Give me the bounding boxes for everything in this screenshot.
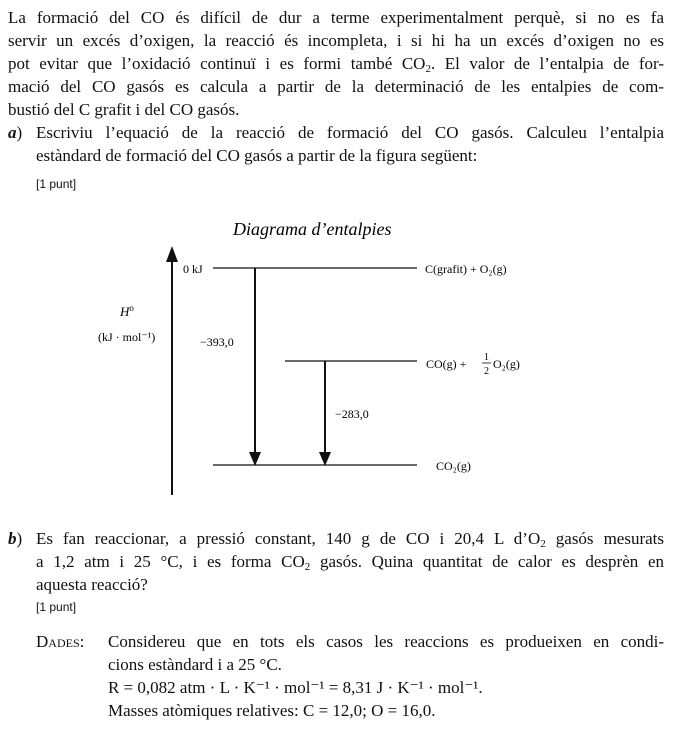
intro-line-4: mació del CO gasós es calcula a partir de la determinació de les entalpies de com- xyxy=(8,77,664,96)
question-b-text xyxy=(36,527,664,596)
fraction-denominator: 2 xyxy=(484,366,489,377)
arrowhead-combustion-c xyxy=(249,452,261,466)
species-co2: CO₂(g) xyxy=(436,459,471,473)
arrowhead-combustion-co xyxy=(319,452,331,466)
level-zero-label: 0 kJ xyxy=(183,262,203,276)
diagram-title: Diagrama d’entalpies xyxy=(233,219,392,239)
question-a-letter: a) xyxy=(8,123,23,142)
axis-unit: (kJ · mol⁻¹) xyxy=(98,330,156,344)
intro-line-5: bustió del C grafit i del CO gasós. xyxy=(8,100,240,119)
dades-line-2: cions estàndard i a 25 °C. xyxy=(108,655,282,674)
intro-line-3: pot evitar que l’oxidació continuï i es formi també $CO_2$. El valor de l’entalpia de for- xyxy=(8,54,665,75)
intro-paragraph xyxy=(8,6,664,121)
question-b-line-1: Es fan reaccionar, a pressió constant, 140 g de CO i 20,4 L $d’O_2$ gasós mesurats xyxy=(36,529,664,550)
question-a-text xyxy=(36,121,664,167)
dades-line-1: Considereu que en tots els casos les reaccions es produeixen en condi- xyxy=(108,632,664,651)
enthalpy-diagram xyxy=(0,210,674,500)
dades-line-3: R = 0,082 atm · L · K⁻¹ · mol⁻¹ = 8,31 J · K⁻¹ · mol⁻¹. xyxy=(108,678,483,697)
question-a-line-2: estàndard de formació del CO gasós a partir de la figura següent: xyxy=(36,146,478,165)
dades-line-4: Masses atòmiques relatives: C = 12,0; O = 16,0. xyxy=(108,701,436,720)
question-b-line-3: aquesta reacció? xyxy=(36,575,148,594)
species-co-part2: O₂(g) xyxy=(493,357,520,371)
species-reactants: C(grafit) + O₂(g) xyxy=(425,262,507,276)
dades-label: Dades: xyxy=(36,632,85,651)
question-b-letter: b) xyxy=(8,529,23,548)
dades-text xyxy=(108,630,664,722)
intro-line-2: servir un excés d’oxigen, la reacció és incompleta, i si hi ha un excés d’oxigen no es xyxy=(8,31,664,50)
fraction-numerator: 1 xyxy=(484,352,489,363)
question-a-line-1: Escriviu l’equació de la reacció de formació del CO gasós. Calculeu l’entalpia xyxy=(36,123,664,142)
axis-arrowhead xyxy=(166,246,178,262)
question-b-points: [1 punt] xyxy=(36,600,77,614)
arrow-label-283: −283,0 xyxy=(335,407,369,421)
species-co-part1: CO(g) + xyxy=(426,357,467,371)
arrow-label-393: −393,0 xyxy=(200,335,234,349)
question-a-points: [1 punt] xyxy=(36,177,77,191)
question-b-line-2: a 1,2 atm i 25 °C, i es forma $CO_2$ gasós. Quina quantitat de calor es desprèn en xyxy=(36,552,664,573)
intro-line-1: La formació del CO és difícil de dur a terme experimentalment perquè, si no es fa xyxy=(8,8,664,27)
axis-label: $H^o$ xyxy=(120,303,134,319)
